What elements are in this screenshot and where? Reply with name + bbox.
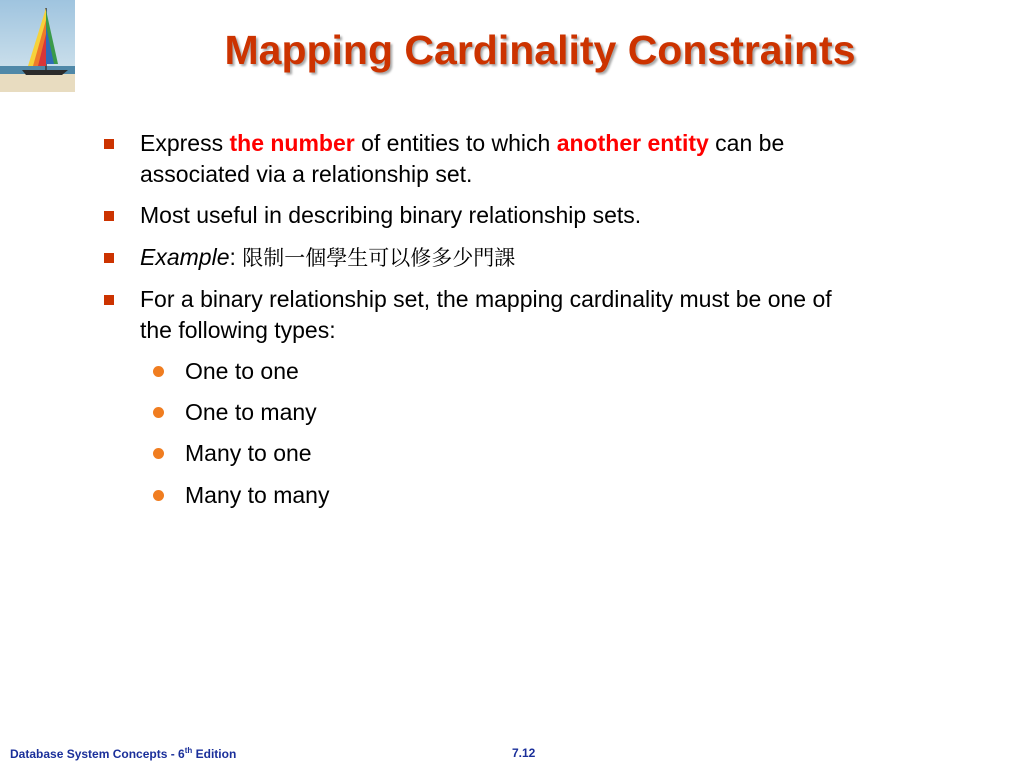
bullet-binary-line2: the following types: — [140, 317, 336, 343]
bullet-binary-line1: For a binary relationship set, the mapping cardinality must be one of — [140, 286, 832, 312]
round-bullet-icon — [153, 366, 164, 377]
square-bullet-icon — [104, 295, 114, 305]
sub-item-one-to-one: One to one — [185, 358, 299, 384]
emphasis-the-number: the number — [229, 130, 355, 156]
bullet-example — [140, 242, 515, 274]
bullet-express-line2: associated via a relationship set. — [140, 161, 473, 187]
sub-item-many-to-one: Many to one — [185, 440, 312, 466]
example-separator: : — [229, 244, 243, 270]
slide-title: Mapping Cardinality Constraints — [224, 27, 856, 73]
round-bullet-icon — [153, 490, 164, 501]
round-bullet-icon — [153, 407, 164, 418]
footer-book-suffix: Edition — [192, 747, 237, 761]
example-label: Example — [140, 244, 230, 270]
bullet-express — [140, 128, 784, 159]
square-bullet-icon — [104, 211, 114, 221]
footer-page-number: 7.12 — [512, 746, 536, 760]
round-bullet-icon — [153, 448, 164, 459]
square-bullet-icon — [104, 253, 114, 263]
bullet-express-text-1: Express — [140, 130, 230, 156]
sub-item-one-to-many: One to many — [185, 399, 317, 425]
footer-book-title — [10, 746, 236, 761]
square-bullet-icon — [104, 139, 114, 149]
emphasis-another-entity: another entity — [556, 130, 709, 156]
bullet-express-text-2: of entities to which — [354, 130, 557, 156]
example-cjk-text: 限制一個學生可以修多少門課 — [242, 246, 516, 270]
sub-item-many-to-many: Many to many — [185, 482, 330, 508]
footer-book-prefix: Database System Concepts - 6 — [10, 747, 185, 761]
bullet-express-text-3: can be — [708, 130, 785, 156]
bullet-most-useful: Most useful in describing binary relationship sets. — [140, 202, 642, 228]
footer-book-sup: th — [184, 746, 193, 755]
